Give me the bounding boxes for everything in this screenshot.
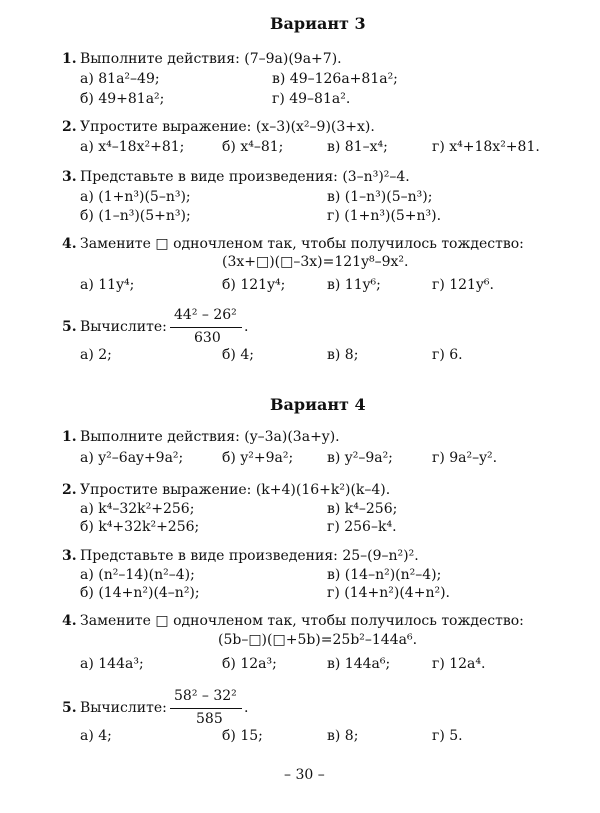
v4-q5-denominator: 585 — [196, 711, 223, 727]
v4-q3-text: Представьте в виде произведения: 25–(9–n²)². — [80, 548, 419, 564]
v3-q5-text: Вычислите: — [80, 319, 167, 335]
v3-q2-text: Упростите выражение: (x–3)(x²–9)(3+x). — [80, 119, 375, 135]
v3-q4-text: Замените □ одночленом так, чтобы получилось тождество: — [80, 236, 524, 252]
v3-q3-option-b: б) (1–n³)(5+n³); — [80, 208, 191, 224]
v3-q1-option-c: в) 49–126a+81a²; — [272, 71, 398, 87]
v3-q2-option-a: а) x⁴–18x²+81; — [80, 139, 185, 155]
v3-q5-option-b: б) 4; — [222, 347, 254, 363]
v3-q4-option-a: а) 11y⁴; — [80, 277, 135, 293]
v4-q5-number: 5. — [62, 700, 77, 716]
v3-q5-denominator: 630 — [194, 330, 221, 346]
v3-q5-numerator: 44² – 26² — [174, 307, 237, 323]
v4-q3-option-b: б) (14+n²)(4–n²); — [80, 585, 200, 601]
v3-q1-option-b: б) 49+81a²; — [80, 91, 165, 107]
v4-q5-option-d: г) 5. — [432, 728, 463, 744]
v3-q5-number: 5. — [62, 319, 77, 335]
v3-q2-option-c: в) 81–x⁴; — [327, 139, 388, 155]
v4-q5-period: . — [244, 700, 249, 716]
v3-q4-option-d: г) 121y⁶. — [432, 277, 494, 293]
v3-q4-option-c: в) 11y⁶; — [327, 277, 381, 293]
v3-q3-option-d: г) (1+n³)(5+n³). — [327, 208, 442, 224]
v3-q4-identity: (3x+□)(□–3x)=121y⁸–9x². — [222, 254, 409, 270]
v4-q4-option-b: б) 12a³; — [222, 656, 277, 672]
v4-q1-number: 1. — [62, 429, 77, 445]
v4-q2-option-c: в) k⁴–256; — [327, 501, 398, 517]
v3-q5-fraction-bar — [170, 327, 242, 328]
v4-q2-text: Упростите выражение: (k+4)(16+k²)(k–4). — [80, 482, 391, 498]
v3-q3-number: 3. — [62, 169, 77, 185]
v4-q2-option-b: б) k⁴+32k²+256; — [80, 519, 200, 535]
page-number: – 30 – — [284, 767, 325, 783]
v4-q5-fraction-bar — [170, 708, 242, 709]
v4-q2-option-a: а) k⁴–32k²+256; — [80, 501, 195, 517]
v4-q2-option-d: г) 256–k⁴. — [327, 519, 397, 535]
v4-q1-option-b: б) y²+9a²; — [222, 450, 294, 466]
v4-q5-option-a: а) 4; — [80, 728, 112, 744]
v3-q4-number: 4. — [62, 236, 77, 252]
v3-q5-option-a: а) 2; — [80, 347, 112, 363]
v4-q1-text: Выполните действия: (y–3a)(3a+y). — [80, 429, 340, 445]
v4-q5-option-c: в) 8; — [327, 728, 359, 744]
v3-q2-option-d: г) x⁴+18x²+81. — [432, 139, 540, 155]
v3-q1-number: 1. — [62, 51, 77, 67]
v3-q5-option-c: в) 8; — [327, 347, 359, 363]
v4-q3-option-a: а) (n²–14)(n²–4); — [80, 567, 195, 583]
v4-q4-identity: (5b–□)(□+5b)=25b²–144a⁶. — [218, 632, 418, 648]
v3-q3-text: Представьте в виде произведения: (3–n³)²–4. — [80, 169, 410, 185]
v3-q5-option-d: г) 6. — [432, 347, 463, 363]
v4-q1-option-c: в) y²–9a²; — [327, 450, 393, 466]
v4-q4-option-d: г) 12a⁴. — [432, 656, 486, 672]
v4-q4-text: Замените □ одночленом так, чтобы получилось тождество: — [80, 613, 524, 629]
v4-q3-number: 3. — [62, 548, 77, 564]
v3-q1-text: Выполните действия: (7–9a)(9a+7). — [80, 51, 342, 67]
v4-q5-option-b: б) 15; — [222, 728, 263, 744]
v4-q4-option-c: в) 144a⁶; — [327, 656, 391, 672]
v4-q1-option-a: а) y²–6ay+9a²; — [80, 450, 184, 466]
v3-q1-option-d: г) 49–81a². — [272, 91, 351, 107]
v4-q2-number: 2. — [62, 482, 77, 498]
v4-q3-option-c: в) (14–n²)(n²–4); — [327, 567, 442, 583]
v4-q5-text: Вычислите: — [80, 700, 167, 716]
v3-q2-option-b: б) x⁴–81; — [222, 139, 284, 155]
v3-q3-option-a: а) (1+n³)(5–n³); — [80, 189, 191, 205]
v4-q3-option-d: г) (14+n²)(4+n²). — [327, 585, 450, 601]
v3-q1-option-a: а) 81a²–49; — [80, 71, 160, 87]
v4-q4-option-a: а) 144a³; — [80, 656, 144, 672]
variant4-title: Вариант 4 — [270, 395, 366, 414]
v3-q3-option-c: в) (1–n³)(5–n³); — [327, 189, 433, 205]
v4-q4-number: 4. — [62, 613, 77, 629]
variant3-title: Вариант 3 — [270, 14, 366, 33]
v3-q5-period: . — [244, 319, 249, 335]
v3-q4-option-b: б) 121y⁴; — [222, 277, 286, 293]
v4-q1-option-d: г) 9a²–y². — [432, 450, 498, 466]
v4-q5-numerator: 58² – 32² — [174, 688, 237, 704]
v3-q2-number: 2. — [62, 119, 77, 135]
